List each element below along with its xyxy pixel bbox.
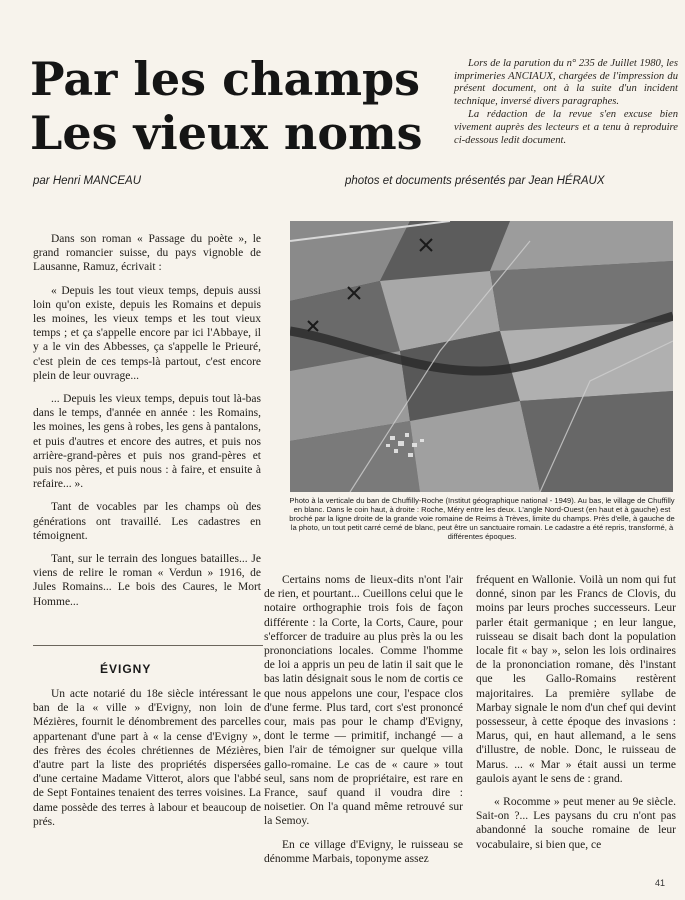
- paragraph: « Rocomme » peut mener au 9e siècle. Sait-on ?... Les paysans du cru n'ont pas abandonné la souche romaine de leur vocabulaire, si bien que, ce: [476, 796, 676, 851]
- author-byline: par Henri MANCEAU: [33, 175, 141, 187]
- paragraph: Tant de vocables par les champs où des générations ont travaillé. Les cadastres en témoignent.: [33, 501, 261, 542]
- section-heading-evigny: ÉVIGNY: [100, 662, 152, 676]
- paragraph: Certains noms de lieux-dits n'ont l'air de rien, et pourtant... Cueillons celui que le notaire orthographie trois fois de façon différente : la Corte, la Corts, Caure, pour s'efforcer de traduire au plus près la ou les prononciations locales. Comme l'homme de loi a appris un peu de latin il sait que le bas latin désignait sous le nom de cortis ce que nous appelons une cour, l'espace clos d'une ferme. Plus tard, cort s'est prononcé cour, mais pas pour le champ d'Evigny, dont le terme — primitif, inchangé — a bien l'air de témoigner sur quelque villa gallo-romaine. Le cas de « caure » tout seul, sans nom de propriétaire, est rare en France, sauf quand il voudra dire : noisetier. On l'a quand même retrouvé sur la Semoy.: [264, 574, 463, 828]
- title-line-1: Par les champs: [30, 52, 421, 106]
- notice-paragraph: Lors de la parution du n° 235 de Juillet 1980, les imprimeries ANCIAUX, chargées de l'impression du présent document, ont à la suite d'un incident technique, inversé divers paragraphes.: [454, 58, 678, 107]
- aerial-photo-illustration: [290, 221, 673, 492]
- article-title: [30, 52, 450, 160]
- column-1: [33, 232, 261, 618]
- column-3: [476, 573, 676, 861]
- correction-notice: [454, 58, 678, 148]
- aerial-photo: [290, 221, 673, 492]
- paragraph: Tant, sur le terrain des longues batailles... Je viens de relire le roman « Verdun » 1916, de Jules Romains... Le bois des Caures, le Mort Homme...: [33, 553, 261, 608]
- page-number: 41: [655, 878, 666, 888]
- paragraph: En ce village d'Evigny, le ruisseau se dénomme Marbais, toponyme assez: [264, 838, 463, 865]
- paragraph: fréquent en Wallonie. Voilà un nom qui fut donné, sinon par les Francs de Clovis, du moins par leurs proches successeurs. Leur parler était germanique ; en leur langue, ruisseau se disait bach dont la population locale fit « bay », selon les lois ordinaires de la prononciation romane, dès l'instant que les Gallo-Romains restèrent majoritaires. La première syllabe de Marbay signale le nom d'un chef qui devint possesseur, à cette époque des invasions : Marus, qui, en haut allemand, a le sens d'illustre, de noble. Donc, le ruisseau de Marus. ... « Mar » était aussi un terme gaulois ayant le sens de : grand.: [476, 574, 676, 785]
- paragraph: Un acte notarié du 18e siècle intéressant le ban de la « ville » d'Evigny, non loin de Mézières, fournit le dénombrement des parcelles appartenant d'une part à « la cense d'Evigny », des frères des écoles chrétiennes de Mézières, d'autre part la liste des propriétés dispersées d'une certaine Madame Vitterot, alors que l'abbé de Sept Fontaines tenaient des terres voisines. La dame possède des terres à labour et beaucoup de prés.: [33, 688, 261, 828]
- photo-credit: photos et documents présentés par Jean HÉRAUX: [345, 175, 605, 187]
- paragraph: « Depuis les tout vieux temps, depuis aussi loin qu'on existe, depuis les Romains et depuis les moines, les vieux temps et les tout vieux temps ; et ça s'appelle encore par ici l'Abbaye, il y a le vin des Abbesses, ça s'appelle le Prieuré, c'est plein de ces temps-là partout, c'est encore plein de leur ouvrage...: [33, 284, 261, 382]
- column-1-evigny: [33, 687, 261, 838]
- notice-paragraph: La rédaction de la revue s'en excuse bien vivement auprès des lecteurs et a tenu à reproduire ci-dessous ledit document.: [454, 109, 678, 146]
- photo-caption: Photo à la verticale du ban de Chuffilly-Roche (Institut géographique national - 1949). Au bas, le village de Chuffilly en blanc. Dans le coin haut, à droite : Roche, Méry entre les deux. L'angle Nord-Ouest (en haut et à gauche) est broché par la ligne droite de la grande voie romaine de Reims à Trèves, limite du champs. Près d'elle, à gauche de la photo, un tout petit carré cerné de blanc, peut être un sanctuaire romain. Le cadastre a été repris, transformé, à différentes époques.: [289, 496, 675, 541]
- paragraph: Dans son roman « Passage du poète », le grand romancier suisse, du pays vignoble de Lausanne, Ramuz, écrivait :: [33, 233, 261, 274]
- section-divider: [33, 645, 263, 646]
- title-line-2: Les vieux noms: [30, 106, 423, 160]
- paragraph: ... Depuis les vieux temps, depuis tout là-bas dans le temps, d'année en année : les Romains, les moines, les gens à robes, les gens à pantalons, et puis d'autres et encore des autres, et puis nos arrière-grand-pères et puis nos grand-pères et puis nos pères, et puis nous : à faire, et ensuite à refaire... ».: [33, 393, 261, 491]
- column-2: [264, 573, 463, 875]
